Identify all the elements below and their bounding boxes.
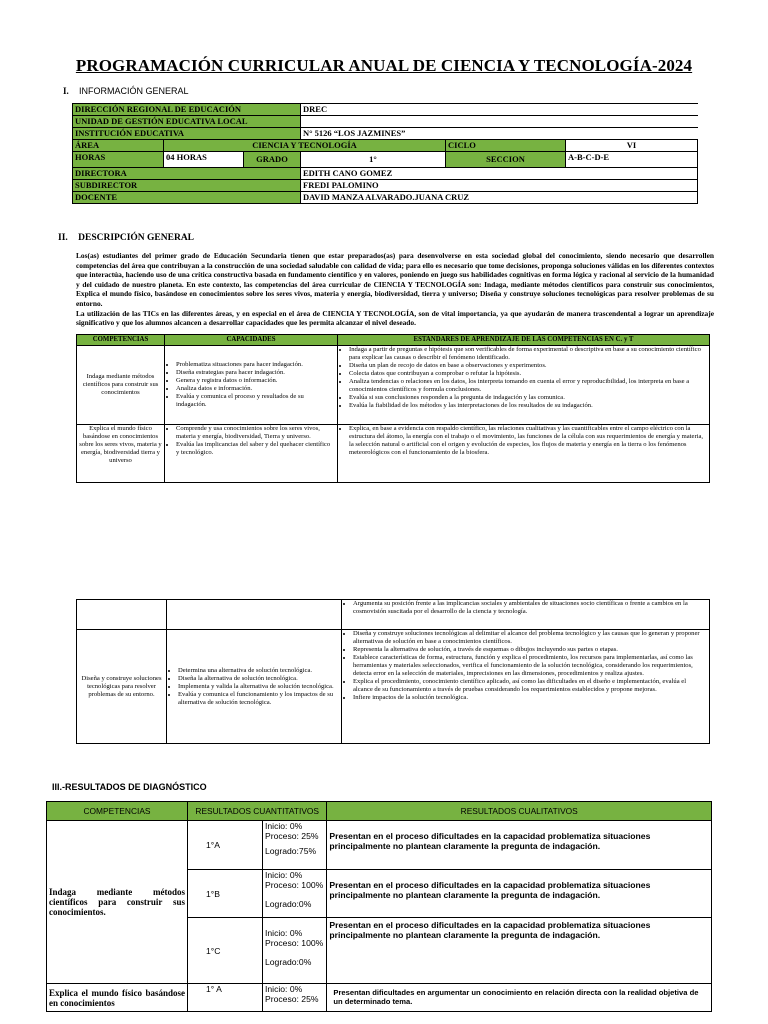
info-value: FREDI PALOMINO <box>301 180 698 192</box>
info-label: SECCION <box>446 152 566 168</box>
inicio-value: Inicio: 0% <box>265 928 303 938</box>
logrado-value: Logrado:0% <box>265 957 312 967</box>
info-value: EDITH CANO GOMEZ <box>301 168 698 180</box>
list-item: • Diseña estrategias para hacer indagación. <box>176 369 335 377</box>
list-item: • Explica, en base a evidencia con respaldo científico, las relaciones cualitativas y las cuantificables entre el campo eléctrico con la estructura del átomo, la energía con el trabajo o el movimiento, las funciones de la célula con sus requerimientos de energía y materia, la selección natural o artificial con el origen y evolución de especies, los flujos de materia y energía en la tierra o los fenómenos meteorológicos con el funcionamiento de la biosfera. <box>349 425 707 457</box>
qual-cell: Presentan en el proceso dificultades en la capacidad problematiza situaciones principalmente no plantean claramente la pregunta de indagación. <box>327 870 712 918</box>
list-item: • Analiza datos e información. <box>176 385 335 393</box>
competency-cell: Explica el mundo físico basándose en conocimientos sobre los seres vivos, materia y energía, biodiversidad tierra y universo <box>77 425 165 483</box>
competency-cell: Indaga mediante métodos científicos para construir sus conocimientos. <box>47 821 188 984</box>
list-item: • Explica el procedimiento, conocimiento científico aplicado, así como las dificultades en el diseño e implementación, evalúa el alcance de su funcionamiento a través de pruebas considerando los requerimientos establecidos y propone mejoras. <box>353 678 707 694</box>
standards-list <box>340 425 707 457</box>
page-title: PROGRAMACIÓN CURRICULAR ANUAL DE CIENCIA Y TECNOLOGÍA-2024 <box>75 56 693 75</box>
list-item: • Establece características de forma, estructura, función y explica el procedimiento, los recursos para implementarlas, así como las herramientas y materiales seleccionados, verifica el funcionamiento de la solución tecnológica, considerando los requerimientos, detecta error en la selección de materiales, imprecisiones en las dimensiones, procedimientos y realiza ajustes. <box>353 654 707 678</box>
qual-cell: Presentan dificultades en argumentar un conocimiento en relación directa con la realidad objetiva de un determinado tema. <box>327 984 712 1012</box>
capacities-cell <box>165 425 338 483</box>
section-label: DESCRIPCIÓN GENERAL <box>78 233 195 243</box>
list-item: • Problematiza situaciones para hacer indagación. <box>176 361 335 369</box>
proceso-value: Proceso: 25% <box>265 831 319 841</box>
quant-cell <box>263 821 327 870</box>
competencies-table-continued <box>76 599 710 744</box>
standards-list <box>344 600 707 616</box>
description <box>76 251 714 328</box>
section-cell: 1°B <box>188 870 263 918</box>
capacities-list <box>169 667 339 707</box>
competency-cell <box>77 600 167 630</box>
inicio-value: Inicio: 0% <box>265 870 303 880</box>
section-3-heading: III.-RESULTADOS DE DIAGNÓSTICO <box>52 782 207 792</box>
list-item: • Diseña un plan de recojo de datos en base a observaciones y experimentos. <box>349 362 707 370</box>
info-label: ÁREA <box>73 140 164 152</box>
logrado-value: Logrado:0% <box>265 899 312 909</box>
info-label: SUBDIRECTOR <box>73 180 301 192</box>
info-label: GRADO <box>244 152 301 168</box>
quant-cell <box>263 918 327 984</box>
list-item: • Evalúa la fiabilidad de los métodos y las interpretaciones de los resultados de su indagación. <box>349 402 707 410</box>
column-header: RESULTADOS CUANTITATIVOS <box>188 802 327 821</box>
capacities-cell <box>165 346 338 425</box>
competency-cell: Indaga mediante métodos científicos para construir sus conocimientos <box>77 346 165 425</box>
info-value: 04 HORAS <box>164 152 244 168</box>
standards-cell <box>338 425 710 483</box>
section-cell: 1°A <box>188 821 263 870</box>
list-item: • Evalúa si sus conclusiones responden a la pregunta de indagación y las comunica. <box>349 394 707 402</box>
column-header: ESTANDARES DE APRENDIZAJE DE LAS COMPETENCIAS EN C. y T <box>338 335 710 346</box>
inicio-value: Inicio: 0% <box>265 984 303 994</box>
info-label: HORAS <box>73 152 164 168</box>
info-value: CIENCIA Y TECNOLOGÍA <box>164 140 446 152</box>
qual-cell: Presentan en el proceso dificultades en la capacidad problematiza situaciones principalmente no plantean claramente la pregunta de indagación. <box>327 918 712 984</box>
standards-list <box>340 346 707 410</box>
info-value: 1° <box>301 152 446 168</box>
info-value: VI <box>566 140 698 152</box>
inicio-value: Inicio: 0% <box>265 821 303 831</box>
list-item: • Diseña la alternativa de solución tecnológica. <box>178 675 339 683</box>
list-item: • Determina una alternativa de solución tecnológica. <box>178 667 339 675</box>
list-item: • Representa la alternativa de solución, a través de esquemas o dibujos incluyendo sus partes o etapas. <box>353 646 707 654</box>
list-item: • Genera y registra datos o información. <box>176 377 335 385</box>
section-cell: 1°C <box>188 918 263 984</box>
list-item: • Evalúa y comunica el funcionamiento y los impactos de su alternativa de solución tecnológica. <box>178 691 339 707</box>
proceso-value: Proceso: 100% <box>265 938 324 948</box>
column-header: CAPACIDADES <box>165 335 338 346</box>
competency-cell: Diseña y construye soluciones tecnológicas para resolver problemas de su entorno. <box>77 630 167 744</box>
list-item: • Infiere impactos de la solución tecnológica. <box>353 694 707 702</box>
capacities-list <box>167 361 335 409</box>
section-2-heading <box>58 233 194 243</box>
capacities-cell <box>167 630 342 744</box>
competency-cell: Explica el mundo físico basándose en conocimientos <box>47 984 188 1012</box>
info-table <box>72 103 698 204</box>
list-item: • Evalúa las implicancias del saber y del quehacer científico y tecnológico. <box>176 441 335 457</box>
standards-list <box>344 630 707 702</box>
section-cell: 1° A <box>188 984 263 1012</box>
info-label: DIRECTORA <box>73 168 301 180</box>
quant-cell <box>263 984 327 1012</box>
section-number: I. <box>63 86 69 96</box>
diagnostic-table <box>46 801 712 1012</box>
list-item: • Diseña y construye soluciones tecnológicas al delimitar el alcance del problema tecnológico y las causas que lo generan y proponer alternativas de solución en base a conocimientos científicos. <box>353 630 707 646</box>
capacities-cell <box>167 600 342 630</box>
section-label: INFORMACIÓN GENERAL <box>79 86 189 96</box>
competencies-table <box>76 334 710 483</box>
info-label: DIRECCIÓN REGIONAL DE EDUCACIÓN <box>73 104 301 116</box>
capacities-list <box>167 425 335 457</box>
column-header: COMPETENCIAS <box>77 335 165 346</box>
description-paragraph: Los(as) estudiantes del primer grado de Educación Secundaria tienen que estar preparados(as) para desenvolverse en esta sociedad global del conocimiento, siendo necesario que desarrollen competencias del área que contribuyan a la construcción de una sociedad saludable con calidad de vida; para ello es necesario que tome decisiones, proponga soluciones válidas en los diferentes contextos que interactúa, haciendo uso de una crítica constructiva basada en fundamento científico y en valores, poniendo en juego sus habilidades cognitivas en forma lógica y racional al servicio de la humanidad y del cuidado de nuestro planeta. En este contexto, las competencias del área curricular de CIENCIA Y TECNOLOGÍA son: Indaga, mediante métodos científicos para construir sus conocimientos, Explica el mundo físico, basándose en conocimientos sobre los seres vivos, materia y energía, biodiversidad, tierra y universo; Diseña y construye soluciones tecnológicas para resolver problemas de su entorno. <box>76 251 714 308</box>
info-value: DREC <box>301 104 698 116</box>
info-value: DAVID MANZA ALVARADO.JUANA CRUZ <box>301 192 698 204</box>
section-number: II. <box>58 233 68 243</box>
info-value: A-B-C-D-E <box>566 152 698 168</box>
column-header: RESULTADOS CUALITATIVOS <box>327 802 712 821</box>
standards-cell <box>338 346 710 425</box>
info-label: CICLO <box>446 140 566 152</box>
list-item: • Comprende y usa conocimientos sobre los seres vivos, materia y energía, biodiversidad, Tierra y universo. <box>176 425 335 441</box>
info-label: DOCENTE <box>73 192 301 204</box>
standards-cell <box>342 600 710 630</box>
list-item: • Argumenta su posición frente a las implicancias sociales y ambientales de situaciones socio científicas o frente a cambios en la cosmovisión suscitada por el desarrollo de la ciencia y tecnología. <box>353 600 707 616</box>
list-item: • Colecta datos que contribuyan a comprobar o refutar la hipótesis. <box>349 370 707 378</box>
logrado-value: Logrado:75% <box>265 846 317 856</box>
info-value <box>301 116 698 128</box>
info-label: INSTITUCIÓN EDUCATIVA <box>73 128 301 140</box>
info-value: N° 5126 “LOS JAZMINES” <box>301 128 698 140</box>
info-label: UNIDAD DE GESTIÓN EDUCATIVA LOCAL <box>73 116 301 128</box>
list-item: • Evalúa y comunica el proceso y resultados de su indagación. <box>176 393 335 409</box>
proceso-value: Proceso: 100% <box>265 880 324 890</box>
list-item: • Indaga a partir de preguntas e hipótesis que son verificables de forma experimental o descriptiva en base a su conocimiento científico para explicar las causas o describir el fenómeno identificado. <box>349 346 707 362</box>
column-header: COMPETENCIAS <box>47 802 188 821</box>
qual-cell: Presentan en el proceso dificultades en la capacidad problematiza situaciones principalmente no plantean claramente la pregunta de indagación. <box>327 821 712 870</box>
list-item: • Implementa y valida la alternativa de solución tecnológica. <box>178 683 339 691</box>
list-item: • Analiza tendencias o relaciones en los datos, los interpreta tomando en cuenta el error y reproducibilidad, los interpreta en base a conocimientos científicos y formula conclusiones. <box>349 378 707 394</box>
description-paragraph: La utilización de las TICs en las diferentes áreas, y en especial en el área de CIENCIA Y TECNOLOGÍA, son de vital importancia, ya que ayudarán de manera trascendental a lograr un aprendizaje significativo y que los alumnos alcancen a desarrollar capacidades que les permita alcanzar el nivel deseado. <box>76 308 714 328</box>
quant-cell <box>263 870 327 918</box>
section-1-heading <box>63 86 189 96</box>
proceso-value: Proceso: 25% <box>265 994 319 1004</box>
standards-cell <box>342 630 710 744</box>
